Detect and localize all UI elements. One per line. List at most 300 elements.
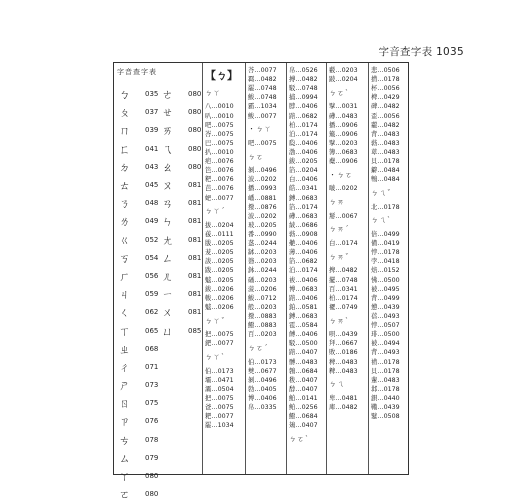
- page-number: 049: [145, 217, 159, 226]
- page-number: 080: [188, 90, 202, 99]
- character-entry: 剝…0496: [248, 376, 277, 384]
- character-entry: 粺…0483: [329, 367, 358, 375]
- entry-column-5: [371, 66, 400, 421]
- character-entry: 雹…0584: [289, 322, 318, 330]
- zhuyin-symbol: ㄘ: [119, 433, 130, 447]
- character-entry: 襬…0749: [329, 303, 358, 311]
- page-number: 054: [145, 253, 159, 262]
- character-entry: 缽…0203: [248, 249, 277, 257]
- pronunciation-heading: ㄅㄞˋ: [329, 316, 350, 325]
- character-entry: 泊…0174: [289, 267, 318, 275]
- character-entry: 羇…0482: [248, 76, 277, 84]
- index-row: [162, 267, 201, 285]
- character-entry: 茇…0205: [205, 249, 234, 257]
- index-row: [119, 285, 158, 303]
- character-entry: 鎛…0683: [289, 194, 318, 202]
- page-number: 048: [145, 199, 159, 208]
- index-row: [162, 85, 201, 103]
- character-entry: 柏…0174: [289, 121, 318, 129]
- character-entry: 庳…0482: [329, 404, 358, 412]
- character-entry: 揹…0178: [371, 76, 400, 84]
- page-number: 081: [188, 235, 202, 244]
- character-entry: 泊…0174: [289, 130, 318, 138]
- page-number: 080: [145, 472, 159, 481]
- character-entry: 邶…0178: [371, 385, 400, 393]
- character-entry: 皓…0341: [289, 185, 318, 193]
- zhuyin-symbol: ㄑ: [119, 306, 130, 320]
- index-row: [119, 394, 158, 412]
- index-row: [162, 303, 201, 321]
- zhuyin-symbol: ㄢ: [162, 197, 173, 211]
- zhuyin-symbol: ㄊ: [119, 179, 130, 193]
- character-entry: 碑…0482: [371, 103, 400, 111]
- zhuyin-symbol: ㄦ: [162, 269, 173, 283]
- character-entry: 憊…0439: [371, 303, 400, 311]
- character-entry: 魃…0206: [205, 303, 234, 311]
- character-entry: 跋…0205: [205, 267, 234, 275]
- character-entry: 拜…0667: [329, 340, 358, 348]
- character-entry: 菠…0206: [248, 285, 277, 293]
- character-entry: 番…0990: [248, 231, 277, 238]
- character-entry: 褙…0178: [371, 358, 400, 366]
- index-list-right: [162, 85, 201, 340]
- character-entry: 礡…0683: [289, 212, 318, 220]
- index-row: [119, 176, 158, 194]
- character-entry: 鎛…0683: [289, 312, 318, 320]
- character-entry: 袚…0406: [289, 276, 318, 284]
- character-entry: 胈…0205: [205, 240, 234, 248]
- character-entry: 萆…0483: [371, 148, 400, 156]
- character-entry: 鐴…0484: [371, 167, 400, 175]
- character-entry: 悖…0178: [371, 249, 400, 257]
- character-entry: 笆…0076: [205, 167, 234, 175]
- character-entry: 悖…0507: [371, 322, 400, 330]
- index-row: [162, 249, 201, 267]
- character-entry: 怫…0500: [371, 276, 400, 284]
- character-entry: 背…0483: [371, 130, 400, 138]
- page-number: 037: [145, 108, 159, 117]
- zhuyin-symbol: ㄓ: [119, 342, 130, 356]
- character-entry: 葧…0908: [289, 230, 318, 238]
- zhuyin-symbol: ㄖ: [119, 397, 130, 411]
- character-entry: 粑…0076: [205, 176, 234, 184]
- character-entry: 貝…0178: [371, 158, 400, 166]
- page-header: 字音查字表 1035: [378, 46, 464, 58]
- character-entry: 鋇…0440: [371, 394, 400, 402]
- pronunciation-heading: ㄅㄞˇ: [329, 252, 350, 261]
- character-entry: 疤…0076: [205, 158, 234, 166]
- character-entry: 磻…0203: [248, 276, 277, 284]
- character-entry: 渤…0406: [289, 148, 318, 156]
- pronunciation-heading: ㄅㄟˇ: [371, 188, 392, 197]
- character-entry: 播…0906: [329, 121, 358, 129]
- index-row: [162, 285, 201, 303]
- pronunciation-heading: ㄅㄛ: [248, 152, 264, 161]
- character-entry: 藪…0203: [329, 67, 358, 74]
- page-number: 081: [188, 199, 202, 208]
- character-entry: 鐾…0508: [371, 413, 400, 421]
- character-entry: 紴…0686: [289, 221, 318, 229]
- pronunciation-heading: ㄅㄚ: [205, 88, 221, 97]
- zhuyin-symbol: ㄍ: [119, 233, 130, 247]
- character-entry: 簸…0906: [329, 130, 358, 138]
- character-entry: 壩…0471: [205, 376, 234, 384]
- index-row: [119, 449, 158, 467]
- index-row: [119, 85, 158, 103]
- character-entry: 播…0993: [248, 185, 277, 193]
- character-entry: 博…0406: [248, 394, 277, 402]
- character-entry: 被…0495: [371, 285, 400, 293]
- page-number: 073: [145, 381, 159, 390]
- character-entry: 蘗…0906: [329, 158, 358, 166]
- zhuyin-symbol: ㄜ: [162, 88, 173, 102]
- pronunciation-heading: ㄅㄞˊ: [329, 225, 350, 234]
- character-entry: 般…0203: [248, 303, 277, 311]
- zhuyin-symbol: ㄛ: [119, 488, 130, 502]
- page-number: 041: [145, 144, 159, 153]
- column-divider: [368, 63, 369, 474]
- character-entry: 稗…0483: [329, 358, 358, 366]
- character-entry: 擺…0748: [329, 276, 358, 284]
- zhuyin-symbol: ㄙ: [119, 451, 130, 465]
- page-number: 039: [145, 126, 159, 135]
- index-row: [162, 103, 201, 121]
- character-entry: 掰…0067: [329, 212, 358, 220]
- character-entry: 箔…0204: [289, 167, 318, 175]
- character-entry: 搏…0482: [289, 76, 318, 84]
- character-entry: 倍…0499: [371, 231, 400, 238]
- zhuyin-symbol: ㄠ: [162, 160, 173, 174]
- character-entry: 鞴…0439: [371, 404, 400, 412]
- zhuyin-symbol: ㄌ: [119, 215, 130, 229]
- character-entry: 捕…0994: [289, 94, 318, 102]
- character-entry: 碆…0203: [248, 258, 277, 266]
- index-row: [119, 485, 158, 503]
- character-entry: 鉑…0581: [289, 303, 318, 311]
- zhuyin-symbol: ㄤ: [162, 233, 173, 247]
- page-number: 078: [145, 435, 159, 444]
- zhuyin-symbol: ㄨ: [162, 306, 173, 320]
- character-entry: 被…0494: [371, 340, 400, 348]
- character-entry: 叭…0010: [205, 112, 234, 120]
- index-row: [119, 358, 158, 376]
- character-entry: 菝…0111: [205, 231, 234, 239]
- entry-column-3: [289, 66, 318, 449]
- column-divider: [286, 63, 287, 474]
- index-row: [119, 194, 158, 212]
- page-number: 045: [145, 181, 159, 190]
- page-number: 081: [188, 290, 202, 299]
- pronunciation-heading: ㄅㄚˊ: [205, 207, 226, 216]
- character-entry: 盃…0056: [371, 112, 400, 120]
- page-number: 035: [145, 90, 159, 99]
- entry-column-4: [329, 66, 358, 412]
- character-entry: 鲅…0077: [248, 112, 277, 120]
- character-entry: 荅…0077: [248, 67, 277, 74]
- page-number: 059: [145, 290, 159, 299]
- character-entry: 鉢…0244: [248, 267, 277, 275]
- index-row: [162, 140, 201, 158]
- character-entry: 灞…0504: [205, 385, 234, 393]
- page-number: 080: [145, 490, 159, 499]
- character-entry: 鈸…0206: [205, 285, 234, 293]
- character-entry: 鳷…0407: [289, 422, 318, 430]
- zhuyin-symbol: ㄚ: [119, 470, 130, 484]
- character-entry: 鵯…0484: [371, 176, 400, 184]
- index-title: 字音查字表: [117, 68, 157, 76]
- character-entry: 啵…0202: [329, 185, 358, 193]
- character-entry: 背…0499: [371, 294, 400, 302]
- character-entry: 帛…0526: [289, 67, 318, 74]
- character-entry: 吧…0075: [248, 139, 277, 147]
- character-entry: 伯…0173: [248, 358, 277, 366]
- character-entry: 藣…0482: [371, 121, 400, 129]
- character-entry: 峇…0075: [205, 130, 234, 138]
- page-number: 081: [188, 271, 202, 280]
- character-entry: 吧…0075: [205, 121, 234, 129]
- character-entry: 扒…0010: [205, 149, 234, 157]
- character-entry: 鈀…0077: [205, 340, 234, 348]
- index-row: [119, 231, 158, 249]
- character-entry: 爸…0075: [205, 404, 234, 412]
- character-entry: 白…0406: [289, 176, 318, 184]
- zhuyin-symbol: ㄒ: [119, 324, 130, 338]
- character-entry: 薄…0406: [289, 249, 318, 257]
- character-entry: 敗…0186: [329, 349, 358, 357]
- character-entry: 擘…0031: [329, 103, 358, 111]
- character-entry: 艴…0406: [289, 240, 318, 248]
- column-divider: [245, 63, 246, 474]
- index-row: [119, 158, 158, 176]
- character-entry: 帛…0335: [248, 404, 277, 412]
- page-number: 081: [188, 181, 202, 190]
- character-entry: 備…0419: [371, 240, 400, 248]
- pronunciation-heading: ㄅㄞ: [329, 198, 345, 207]
- character-entry: 百…0341: [329, 285, 358, 293]
- zhuyin-symbol: ㄥ: [162, 251, 173, 265]
- page-number: 080: [188, 108, 202, 117]
- page-number: 052: [145, 235, 159, 244]
- zhuyin-symbol: ㄔ: [119, 360, 130, 374]
- page-number: 081: [188, 217, 202, 226]
- index-row: [119, 467, 158, 485]
- page-number: 085: [188, 326, 202, 335]
- character-entry: 剝…0496: [248, 167, 277, 175]
- index-row: [119, 303, 158, 321]
- character-entry: 博…0683: [289, 285, 318, 293]
- page-number: 065: [145, 326, 159, 335]
- index-row: [119, 340, 158, 358]
- page-number: 071: [145, 362, 159, 371]
- character-entry: 葧…0483: [371, 139, 400, 147]
- zhuyin-symbol: ㄐ: [119, 288, 130, 302]
- character-entry: 髆…0483: [289, 358, 318, 366]
- character-entry: 箔…0682: [289, 258, 318, 266]
- page-number: 068: [145, 344, 159, 353]
- pronunciation-heading: ㄅㄛˋ: [289, 434, 310, 443]
- pronunciation-heading: ㄅㄚˋ: [205, 353, 226, 361]
- zhuyin-symbol: ㄉ: [119, 160, 130, 174]
- character-entry: 鱍…0684: [289, 413, 318, 421]
- character-entry: 撥…0883: [248, 312, 277, 320]
- character-entry: 鮁…0712: [248, 294, 277, 302]
- character-entry: 鵓…0684: [289, 367, 318, 375]
- character-entry: 罷…0748: [248, 85, 277, 93]
- zhuyin-symbol: ㄕ: [119, 379, 130, 393]
- character-entry: 蓓…0493: [371, 312, 400, 320]
- index-row: [119, 412, 158, 430]
- character-entry: 芭…0076: [205, 185, 234, 193]
- index-row: [162, 321, 201, 339]
- page-number: 043: [145, 162, 159, 171]
- zhuyin-symbol: ㄞ: [162, 124, 173, 138]
- character-entry: 把…0075: [205, 331, 234, 339]
- character-entry: 百…0203: [248, 331, 277, 339]
- column-divider: [326, 63, 327, 474]
- character-entry: 跛…0204: [329, 76, 358, 84]
- character-entry: 蚆…0077: [205, 194, 234, 202]
- character-entry: 耙…0077: [205, 413, 234, 421]
- index-frame: [113, 62, 409, 502]
- page-number: 081: [188, 253, 202, 262]
- character-entry: 秡…0407: [289, 376, 318, 384]
- pronunciation-heading: ㄅㄛˊ: [248, 343, 269, 352]
- character-entry: 踣…0407: [289, 349, 318, 357]
- zhuyin-symbol: ㄗ: [119, 415, 130, 429]
- character-entry: 鲌…0256: [289, 404, 318, 412]
- character-entry: 把…0075: [205, 395, 234, 403]
- character-entry: 貝…0178: [371, 367, 400, 375]
- character-entry: 捭…0482: [329, 267, 358, 275]
- character-entry: 輩…0483: [371, 376, 400, 384]
- character-entry: 勃…0405: [248, 385, 277, 393]
- character-entry: 撥…0876: [248, 203, 277, 211]
- character-entry: 琲…0500: [371, 331, 400, 339]
- character-entry: 波…0202: [248, 176, 277, 184]
- index-row: [119, 267, 158, 285]
- pronunciation-heading: ㄅㄟˋ: [371, 216, 392, 225]
- zhuyin-symbol: ㄧ: [162, 288, 173, 302]
- page-number: 080: [188, 144, 202, 153]
- pronunciation-heading: ㄅㄛˋ: [329, 88, 350, 97]
- index-row: [162, 231, 201, 249]
- character-entry: 踣…0406: [289, 294, 318, 302]
- index-row: [119, 376, 158, 394]
- zhuyin-symbol: ㄈ: [119, 142, 130, 156]
- index-list-left: [119, 85, 158, 503]
- index-row: [162, 121, 201, 139]
- character-entry: 白…0174: [329, 240, 358, 248]
- page-number: 056: [145, 271, 159, 280]
- index-row: [162, 176, 201, 194]
- pronunciation-heading: ㄅㄚˇ: [205, 316, 226, 325]
- character-entry: 背…0493: [371, 349, 400, 357]
- character-entry: 悲…0506: [371, 67, 400, 74]
- index-row: [119, 431, 158, 449]
- character-entry: 椑…0429: [371, 94, 400, 102]
- section-title: 【ㄅ】: [205, 68, 238, 82]
- index-row: [119, 121, 158, 139]
- page-number: 080: [188, 162, 202, 171]
- character-entry: 唄…0439: [329, 331, 358, 339]
- character-entry: 箔…0174: [289, 203, 318, 211]
- character-entry: 杯…0056: [371, 85, 400, 93]
- entry-column-2: [248, 66, 277, 412]
- zhuyin-symbol: ㄅ: [119, 88, 130, 102]
- index-row: [119, 321, 158, 339]
- zhuyin-symbol: ㄎ: [119, 251, 130, 265]
- index-row: [162, 158, 201, 176]
- character-entry: 踣…0682: [289, 112, 318, 120]
- character-entry: 馞…0407: [289, 385, 318, 393]
- index-row: [162, 194, 201, 212]
- character-entry: 八…0010: [205, 103, 234, 111]
- zhuyin-symbol: ㄟ: [162, 142, 173, 156]
- character-entry: 脖…0406: [289, 103, 318, 111]
- page-number: 062: [145, 308, 159, 317]
- character-entry: 鮊…0141: [289, 394, 318, 402]
- character-entry: 鱍…0883: [248, 322, 277, 330]
- zhuyin-symbol: ㄡ: [162, 179, 173, 193]
- zhuyin-symbol: ㄆ: [119, 106, 130, 120]
- character-entry: 北…0178: [371, 203, 400, 211]
- character-entry: 魃…0205: [205, 276, 234, 284]
- page-number: 075: [145, 399, 159, 408]
- page-number: 076: [145, 417, 159, 426]
- character-entry: 柏…0174: [329, 294, 358, 302]
- character-entry: 卑…0481: [329, 395, 358, 403]
- index-row: [119, 249, 158, 267]
- pronunciation-heading: ・ㄅㄛ: [329, 170, 353, 179]
- character-entry: 巴…0075: [205, 139, 234, 147]
- pronunciation-heading: ・ㄅㄚ: [248, 125, 272, 134]
- entry-column-1: [205, 66, 238, 430]
- character-entry: 餺…0406: [289, 331, 318, 339]
- character-entry: 孛…0418: [371, 258, 400, 266]
- character-entry: 駁…0500: [289, 340, 318, 348]
- page-number: 080: [188, 126, 202, 135]
- index-row: [162, 212, 201, 230]
- character-entry: 罷…1034: [205, 422, 234, 430]
- character-entry: 嶓…0881: [248, 194, 277, 202]
- index-row: [119, 140, 158, 158]
- character-entry: 霸…1034: [248, 103, 277, 111]
- zhuyin-symbol: ㄝ: [162, 106, 173, 120]
- character-entry: 焙…0152: [371, 267, 400, 275]
- page-number: 081: [188, 308, 202, 317]
- index-row: [119, 212, 158, 230]
- character-entry: 駁…0748: [289, 85, 318, 93]
- character-entry: 盋…0244: [248, 240, 277, 248]
- character-entry: 鮁…0748: [248, 94, 277, 102]
- character-entry: 瓝…0406: [289, 139, 318, 147]
- pronunciation-heading: ㄅㄟ: [329, 380, 345, 389]
- column-divider: [202, 63, 203, 474]
- character-entry: 波…0202: [248, 212, 277, 220]
- character-entry: 簿…0683: [329, 149, 358, 156]
- character-entry: 擘…0203: [329, 139, 358, 147]
- zhuyin-symbol: ㄇ: [119, 124, 130, 138]
- character-entry: 詙…0205: [205, 258, 234, 266]
- page-number: 079: [145, 453, 159, 462]
- zhuyin-symbol: ㄩ: [162, 324, 173, 338]
- zhuyin-symbol: ㄣ: [162, 215, 173, 229]
- zhuyin-symbol: ㄋ: [119, 197, 130, 211]
- character-entry: 礡…0483: [329, 112, 358, 120]
- character-entry: 玻…0205: [248, 221, 277, 229]
- character-entry: 拔…0204: [205, 221, 234, 229]
- character-entry: 僰…0677: [248, 367, 277, 375]
